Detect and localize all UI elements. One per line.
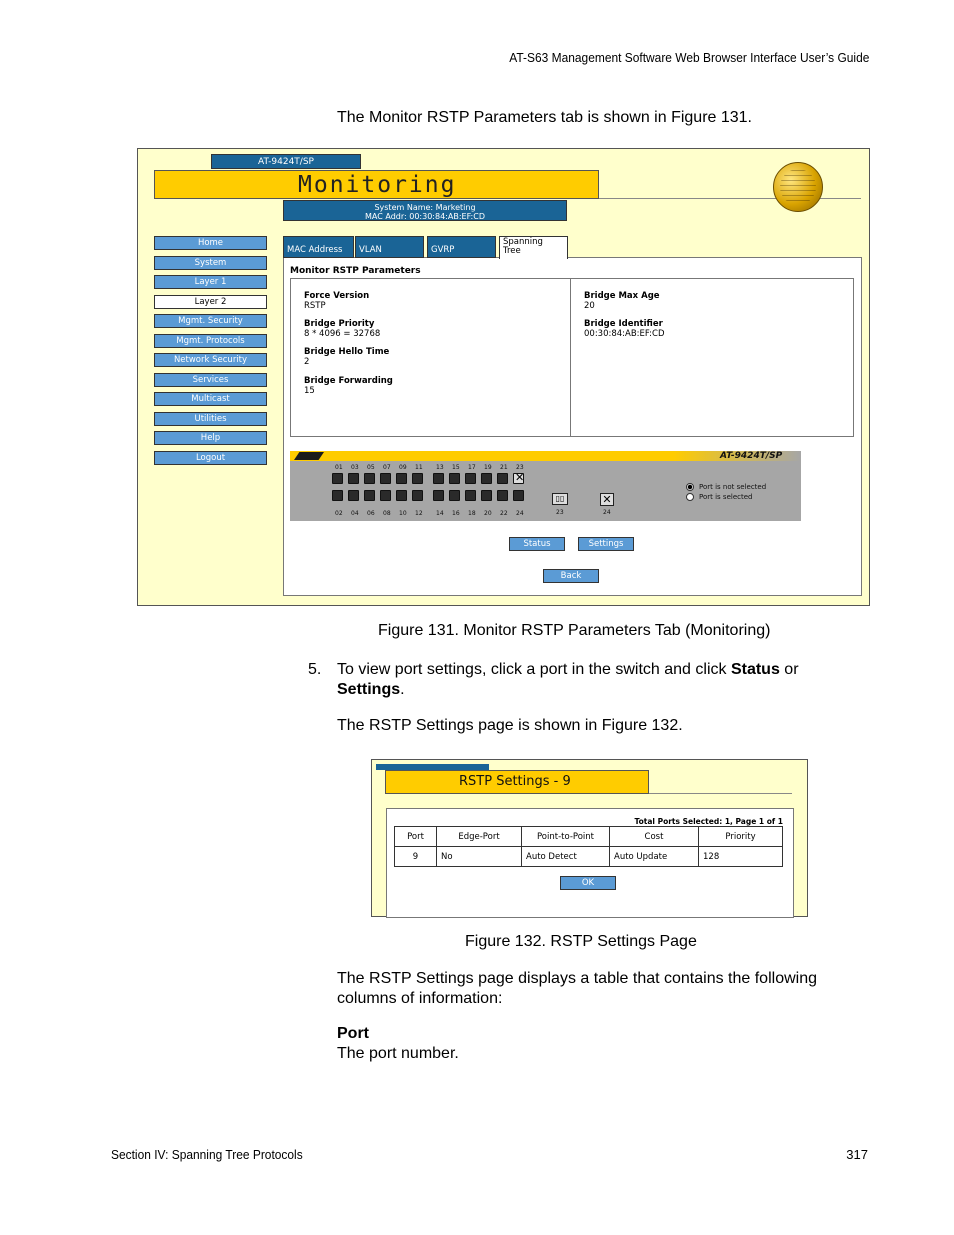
param-bridge-hello-time [304,347,389,367]
page-number: 317 [846,1147,868,1162]
port-12[interactable] [412,490,423,501]
column-header: Point-to-Point [522,827,610,847]
status-button[interactable]: Status [509,537,565,551]
param-label: Bridge Identifier [584,319,663,329]
intro-text: The Monitor RSTP Parameters tab is shown in Figure 131. [337,109,752,126]
switch-front-panel[interactable] [290,451,801,521]
port-2[interactable] [332,490,343,501]
device-tab[interactable]: AT-9424T/SP [211,154,361,169]
port-6[interactable] [364,490,375,501]
back-button[interactable]: Back [543,569,599,583]
step-bold-status: Status [730,661,780,678]
footer-section: Section IV: Spanning Tree Protocols [111,1147,303,1162]
port-number: 08 [383,510,391,517]
figure-131-caption: Figure 131. Monitor RSTP Parameters Tab (Monitoring) [378,622,771,639]
port-number: 21 [500,464,508,471]
tab-vlan[interactable]: VLAN [355,236,424,258]
rstp-settings-table [394,826,783,867]
port-number: 01 [335,464,343,471]
param-label: Bridge Priority [304,319,375,329]
column-header: Port [395,827,437,847]
column-header: Priority [699,827,783,847]
table-header-row [395,827,783,847]
nav-multicast[interactable]: Multicast [154,392,267,406]
nav-network-security[interactable]: Network Security [154,353,267,367]
system-name: System Name: Marketing [374,203,476,212]
figure-132-screenshot [371,759,808,917]
body-paragraph-line-1: The RSTP Settings page displays a table that contains the following [337,970,817,987]
mac-address: MAC Addr: 00:30:84:AB:EF:CD [365,212,485,221]
port-19[interactable] [481,473,492,484]
step-number: 5. [308,661,322,678]
port-number: 04 [351,510,359,517]
port-number: 17 [468,464,476,471]
param-value: 20 [584,301,595,311]
port-number: 12 [415,510,423,517]
nav-help[interactable]: Help [154,431,267,445]
system-info-bar [283,200,567,221]
port-number: 18 [468,510,476,517]
params-divider [570,278,571,437]
running-head: AT-S63 Management Software Web Browser Interface User’s Guide [508,50,869,65]
body-paragraph-line-2: columns of information: [337,990,503,1007]
port-9[interactable] [396,473,407,484]
port-heading: Port [337,1025,369,1042]
title-divider [649,793,792,794]
tab-mac-address[interactable]: MAC Address [283,236,354,258]
port-10[interactable] [396,490,407,501]
legend-selected-radio-icon [686,493,694,501]
nav-mgmt-security[interactable]: Mgmt. Security [154,314,267,328]
port-21[interactable] [497,473,508,484]
port-number: 16 [452,510,460,517]
port-number: 23 [556,509,564,516]
port-5[interactable] [364,473,375,484]
settings-button[interactable]: Settings [578,537,634,551]
column-header: Cost [610,827,699,847]
figure-132-caption: Figure 132. RSTP Settings Page [465,933,697,950]
nav-layer-2[interactable]: Layer 2 [154,295,267,309]
port-14[interactable] [433,490,444,501]
nav-logout[interactable]: Logout [154,451,267,465]
nav-layer-1[interactable]: Layer 1 [154,275,267,289]
port-23-disabled[interactable]: ✕ [515,471,525,484]
tab-spanning-tree[interactable] [499,236,568,259]
port-23-uplink[interactable]: ▯▯ [552,493,568,505]
port-24[interactable] [513,490,524,501]
header-divider [599,198,861,199]
cell-point-to-point: Auto Detect [522,847,610,867]
total-ports-selected: Total Ports Selected: 1, Page 1 of 1 [634,817,783,826]
param-value: 00:30:84:AB:EF:CD [584,329,665,339]
port-number: 03 [351,464,359,471]
port-description: The port number. [337,1045,459,1062]
port-number: 13 [436,464,444,471]
column-header: Edge-Port [437,827,522,847]
step-text: or [779,661,799,678]
port-1[interactable] [332,473,343,484]
table-row[interactable] [395,847,783,867]
param-value: 8 * 4096 = 32768 [304,329,381,339]
cell-port: 9 [395,847,437,867]
port-number: 22 [500,510,508,517]
param-bridge-forwarding [304,376,393,396]
param-value: 2 [304,357,310,367]
port-number: 02 [335,510,343,517]
tab-gvrp[interactable]: GVRP [427,236,496,258]
ok-button[interactable]: OK [560,876,616,890]
param-value: RSTP [304,301,326,311]
param-bridge-max-age [584,291,660,311]
monitoring-title: Monitoring [298,172,457,198]
legend-selected: Port is selected [699,493,753,501]
port-number: 24 [603,509,611,516]
globe-logo-icon [773,162,823,212]
port-number: 19 [484,464,492,471]
port-number: 15 [452,464,460,471]
step-bold-settings: Settings [337,681,401,698]
port-16[interactable] [449,490,460,501]
legend-not-selected: Port is not selected [699,483,767,491]
nav-services[interactable]: Services [154,373,267,387]
port-number: 20 [484,510,492,517]
param-label: Bridge Forwarding [304,376,393,386]
port-7[interactable] [380,473,391,484]
port-13[interactable] [433,473,444,484]
rstp-intro-text: The RSTP Settings page is shown in Figure 132. [337,717,683,734]
param-label: Force Version [304,291,370,301]
step-text: . [400,681,405,698]
cell-cost: Auto Update [610,847,699,867]
port-number: 14 [436,510,444,517]
port-17[interactable] [465,473,476,484]
params-title: Monitor RSTP Parameters [290,266,421,276]
port-11[interactable] [412,473,423,484]
port-20[interactable] [481,490,492,501]
nav-mgmt-protocols[interactable]: Mgmt. Protocols [154,334,267,348]
nav-home[interactable]: Home [154,236,267,250]
port-number: 24 [516,510,524,517]
port-3[interactable] [348,473,359,484]
step-5-text [337,660,867,700]
port-number: 09 [399,464,407,471]
port-block-1-12 [332,473,428,509]
port-number: 05 [367,464,375,471]
nav-system[interactable]: System [154,256,267,270]
port-number: 11 [415,464,423,471]
port-8[interactable] [380,490,391,501]
nav-utilities[interactable]: Utilities [154,412,267,426]
tab-tree-label: Tree [503,246,521,256]
port-24-uplink[interactable]: ✕ [600,493,614,506]
legend-not-selected-radio-icon [686,483,694,491]
param-label: Bridge Hello Time [304,347,390,357]
port-number: 07 [383,464,391,471]
rstp-settings-title: RSTP Settings - 9 [385,770,649,794]
cell-edge-port: No [437,847,522,867]
port-block-13-24 [433,473,529,509]
param-force-version [304,291,369,311]
port-number: 10 [399,510,407,517]
param-label: Bridge Max Age [584,291,660,301]
monitoring-banner [154,170,599,199]
switch-model: AT-9424T/SP [720,451,783,461]
port-4[interactable] [348,490,359,501]
port-15[interactable] [449,473,460,484]
param-bridge-identifier [584,319,665,339]
figure-131-screenshot [137,148,870,606]
step-text: To view port settings, click a port in the switch and click [337,661,731,678]
port-number: 06 [367,510,375,517]
cell-priority: 128 [699,847,783,867]
param-value: 15 [304,386,315,396]
tab-spanning-label: Spanning [503,237,543,247]
port-22[interactable] [497,490,508,501]
port-18[interactable] [465,490,476,501]
port-number: 23 [516,464,524,471]
param-bridge-priority [304,319,380,339]
